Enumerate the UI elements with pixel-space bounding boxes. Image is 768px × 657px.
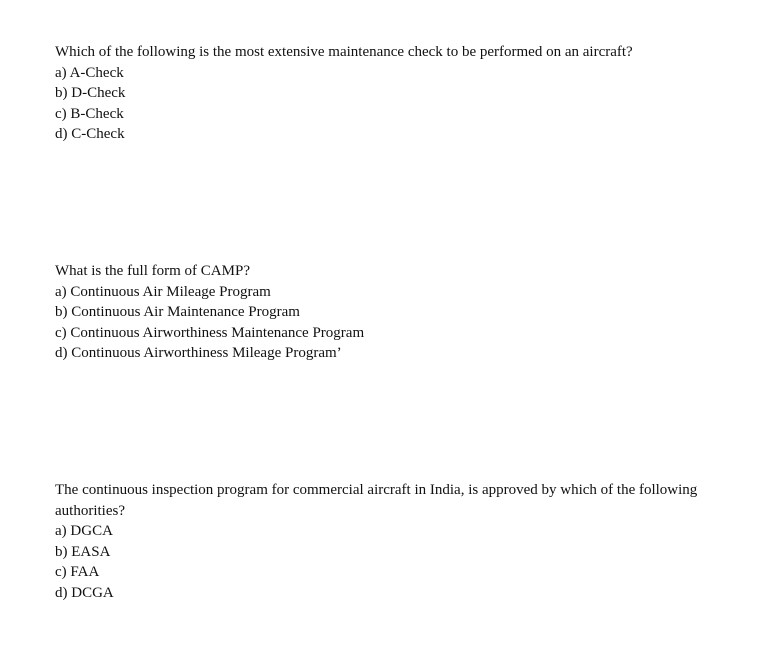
- question-3-text: The continuous inspection program for commercial aircraft in India, is approved by which of the following authorities?: [55, 482, 698, 519]
- question-2-option-a: a) Continuous Air Mileage Program: [55, 283, 271, 300]
- question-1-option-b: b) D-Check: [55, 85, 126, 101]
- question-2-option-c: c) Continuous Airworthiness Maintenance Program: [55, 324, 365, 341]
- question-1-option-c: c) B-Check: [55, 105, 124, 122]
- question-2-text: What is the full form of CAMP?: [55, 263, 250, 279]
- question-2-option-b: b) Continuous Air Maintenance Program: [55, 304, 300, 320]
- question-3-option-b: b) EASA: [55, 543, 111, 560]
- question-3-option-d: d) DCGA: [55, 584, 114, 601]
- question-3-option-c: c) FAA: [55, 564, 100, 580]
- question-1: [55, 42, 715, 145]
- question-2-option-d: d) Continuous Airworthiness Mileage Program’: [55, 345, 342, 361]
- question-2: [55, 261, 715, 364]
- question-3: [55, 480, 715, 603]
- question-1-text: Which of the following is the most extensive maintenance check to be performed on an aircraft?: [55, 44, 633, 60]
- question-1-option-d: d) C-Check: [55, 126, 125, 142]
- question-1-option-a: a) A-Check: [55, 64, 124, 81]
- question-3-option-a: a) DGCA: [55, 523, 113, 539]
